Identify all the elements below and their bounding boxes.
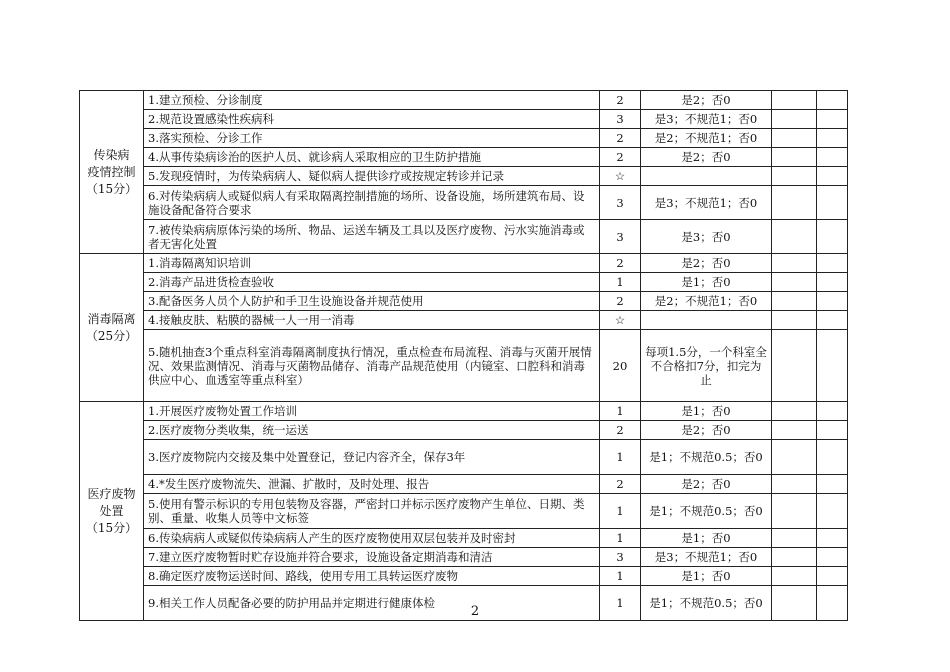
empty-cell: [817, 91, 848, 110]
table-row: [80, 254, 848, 273]
item-cell: 1.建立预检、分诊制度: [144, 91, 600, 110]
scoring-rule-cell: 是2；否0: [641, 91, 772, 110]
table-row: [80, 220, 848, 254]
empty-cell: [817, 186, 848, 220]
empty-cell: [772, 273, 817, 292]
category-cell: [80, 402, 144, 621]
score-cell: 2: [600, 292, 641, 311]
scoring-rule-cell: 是2；否0: [641, 148, 772, 167]
inspection-score-table: [79, 90, 848, 621]
empty-cell: [817, 148, 848, 167]
score-cell: 3: [600, 220, 641, 254]
score-cell: 1: [600, 402, 641, 421]
category-label: 疫情控制: [87, 164, 136, 179]
table-row: [80, 548, 848, 567]
table-row: [80, 402, 848, 421]
scoring-rule-cell: 是1；否0: [641, 529, 772, 548]
scoring-rule-cell: 是3；否0: [641, 220, 772, 254]
scoring-rule-cell: 是3；不规范1；否0: [641, 110, 772, 129]
empty-cell: [772, 292, 817, 311]
score-cell: 2: [600, 475, 641, 494]
empty-cell: [817, 311, 848, 330]
score-cell: 1: [600, 567, 641, 586]
empty-cell: [817, 110, 848, 129]
item-cell: 4.*发生医疗废物流失、泄漏、扩散时，及时处理、报告: [144, 475, 600, 494]
empty-cell: [772, 110, 817, 129]
empty-cell: [817, 292, 848, 311]
empty-cell: [817, 273, 848, 292]
score-cell: 3: [600, 110, 641, 129]
item-cell: 5.使用有警示标识的专用包装物及容器，严密封口并标示医疗废物产生单位、日期、类别、重量、收集人员等中文标签: [144, 494, 600, 529]
scoring-rule-cell: [641, 311, 772, 330]
empty-cell: [817, 330, 848, 402]
score-cell: 2: [600, 91, 641, 110]
score-cell: 2: [600, 254, 641, 273]
item-cell: 1.消毒隔离知识培训: [144, 254, 600, 273]
scoring-rule-cell: 是1；否0: [641, 273, 772, 292]
scoring-rule-cell: 每项1.5分，一个科室全不合格扣7分，扣完为止: [641, 330, 772, 402]
empty-cell: [817, 167, 848, 186]
empty-cell: [772, 421, 817, 440]
score-cell: 1: [600, 586, 641, 621]
empty-cell: [817, 475, 848, 494]
table-row: [80, 292, 848, 311]
scoring-rule-cell: 是2；不规范1；否0: [641, 129, 772, 148]
empty-cell: [772, 186, 817, 220]
table-row: [80, 148, 848, 167]
item-cell: 9.相关工作人员配备必要的防护用品并定期进行健康体检: [144, 586, 600, 621]
score-cell: ☆: [600, 311, 641, 330]
item-cell: 3.配备医务人员个人防护和手卫生设施设备并规范使用: [144, 292, 600, 311]
score-cell: 1: [600, 529, 641, 548]
page-number: 2: [470, 604, 480, 619]
table-row: [80, 273, 848, 292]
item-cell: 5.随机抽查3个重点科室消毒隔离制度执行情况，重点检查布局流程、消毒与灭菌开展情况、效果监测情况、消毒与灭菌物品储存、消毒产品规范使用（内镜室、口腔科和消毒供应中心、血透室等重点科室）: [144, 330, 600, 402]
table-row: [80, 110, 848, 129]
category-cell: [80, 254, 144, 402]
score-cell: 1: [600, 494, 641, 529]
scoring-rule-cell: 是1；否0: [641, 567, 772, 586]
item-cell: 2.消毒产品进货检查验收: [144, 273, 600, 292]
category-cell: [80, 91, 144, 254]
table-row: [80, 494, 848, 529]
item-cell: 5.发现疫情时，为传染病病人、疑似病人提供诊疗或按规定转诊并记录: [144, 167, 600, 186]
empty-cell: [817, 254, 848, 273]
empty-cell: [772, 91, 817, 110]
empty-cell: [772, 311, 817, 330]
empty-cell: [772, 148, 817, 167]
scoring-rule-cell: 是3；不规范1；否0: [641, 186, 772, 220]
scoring-rule-cell: 是1；否0: [641, 402, 772, 421]
scoring-rule-cell: 是2；否0: [641, 421, 772, 440]
item-cell: 8.确定医疗废物运送时间、路线，使用专用工具转运医疗废物: [144, 567, 600, 586]
empty-cell: [817, 567, 848, 586]
empty-cell: [817, 220, 848, 254]
scoring-rule-cell: 是1；不规范0.5；否0: [641, 586, 772, 621]
scoring-rule-cell: 是2；否0: [641, 254, 772, 273]
empty-cell: [772, 529, 817, 548]
item-cell: 4.接触皮肤、粘膜的器械一人一用一消毒: [144, 311, 600, 330]
score-cell: 1: [600, 273, 641, 292]
category-label: （15分）: [85, 520, 138, 535]
empty-cell: [817, 402, 848, 421]
table-row: [80, 91, 848, 110]
scoring-rule-cell: 是2；不规范1；否0: [641, 292, 772, 311]
score-cell: 2: [600, 421, 641, 440]
category-label: 传染病: [93, 147, 130, 162]
table-row: [80, 330, 848, 402]
empty-cell: [772, 548, 817, 567]
table-row: [80, 529, 848, 548]
table-row: [80, 567, 848, 586]
table-row: [80, 186, 848, 220]
item-cell: 3.医疗废物院内交接及集中处置登记，登记内容齐全，保存3年: [144, 440, 600, 475]
item-cell: 7.被传染病病原体污染的场所、物品、运送车辆及工具以及医疗废物、污水实施消毒或者无害化处置: [144, 220, 600, 254]
table-row: [80, 311, 848, 330]
empty-cell: [817, 548, 848, 567]
item-cell: 1.开展医疗废物处置工作培训: [144, 402, 600, 421]
item-cell: 4.从事传染病诊治的医护人员、就诊病人采取相应的卫生防护措施: [144, 148, 600, 167]
table-row: [80, 440, 848, 475]
scoring-rule-cell: 是3；不规范1；否0: [641, 548, 772, 567]
category-label: 医疗废物: [87, 486, 136, 501]
table-row: [80, 167, 848, 186]
item-cell: 7.建立医疗废物暂时贮存设施并符合要求，设施设备定期消毒和清洁: [144, 548, 600, 567]
empty-cell: [772, 129, 817, 148]
score-cell: 3: [600, 548, 641, 567]
empty-cell: [772, 567, 817, 586]
empty-cell: [817, 129, 848, 148]
category-label: 消毒隔离: [87, 311, 136, 326]
scoring-rule-cell: 是1；不规范0.5；否0: [641, 440, 772, 475]
item-cell: 6.对传染病病人或疑似病人有采取隔离控制措施的场所、设备设施，场所建筑布局、设施设备配备符合要求: [144, 186, 600, 220]
score-cell: 2: [600, 129, 641, 148]
item-cell: 6.传染病病人或疑似传染病病人产生的医疗废物使用双层包装并及时密封: [144, 529, 600, 548]
item-cell: 2.医疗废物分类收集，统一运送: [144, 421, 600, 440]
empty-cell: [772, 330, 817, 402]
empty-cell: [817, 494, 848, 529]
table-row: [80, 475, 848, 494]
empty-cell: [817, 529, 848, 548]
category-label: （25分）: [85, 328, 138, 343]
category-label: （15分）: [85, 181, 138, 196]
empty-cell: [772, 402, 817, 421]
empty-cell: [772, 475, 817, 494]
category-label: 处置: [99, 503, 124, 518]
scoring-rule-cell: 是2；否0: [641, 475, 772, 494]
table-row: [80, 421, 848, 440]
score-cell: ☆: [600, 167, 641, 186]
score-cell: 3: [600, 186, 641, 220]
empty-cell: [772, 167, 817, 186]
score-cell: 20: [600, 330, 641, 402]
item-cell: 3.落实预检、分诊工作: [144, 129, 600, 148]
score-cell: 1: [600, 440, 641, 475]
empty-cell: [817, 440, 848, 475]
empty-cell: [772, 440, 817, 475]
scoring-rule-cell: [641, 167, 772, 186]
table-row: [80, 129, 848, 148]
empty-cell: [817, 421, 848, 440]
empty-cell: [772, 494, 817, 529]
score-cell: 2: [600, 148, 641, 167]
empty-cell: [772, 254, 817, 273]
item-cell: 2.规范设置感染性疾病科: [144, 110, 600, 129]
empty-cell: [772, 220, 817, 254]
scoring-rule-cell: 是1；不规范0.5；否0: [641, 494, 772, 529]
